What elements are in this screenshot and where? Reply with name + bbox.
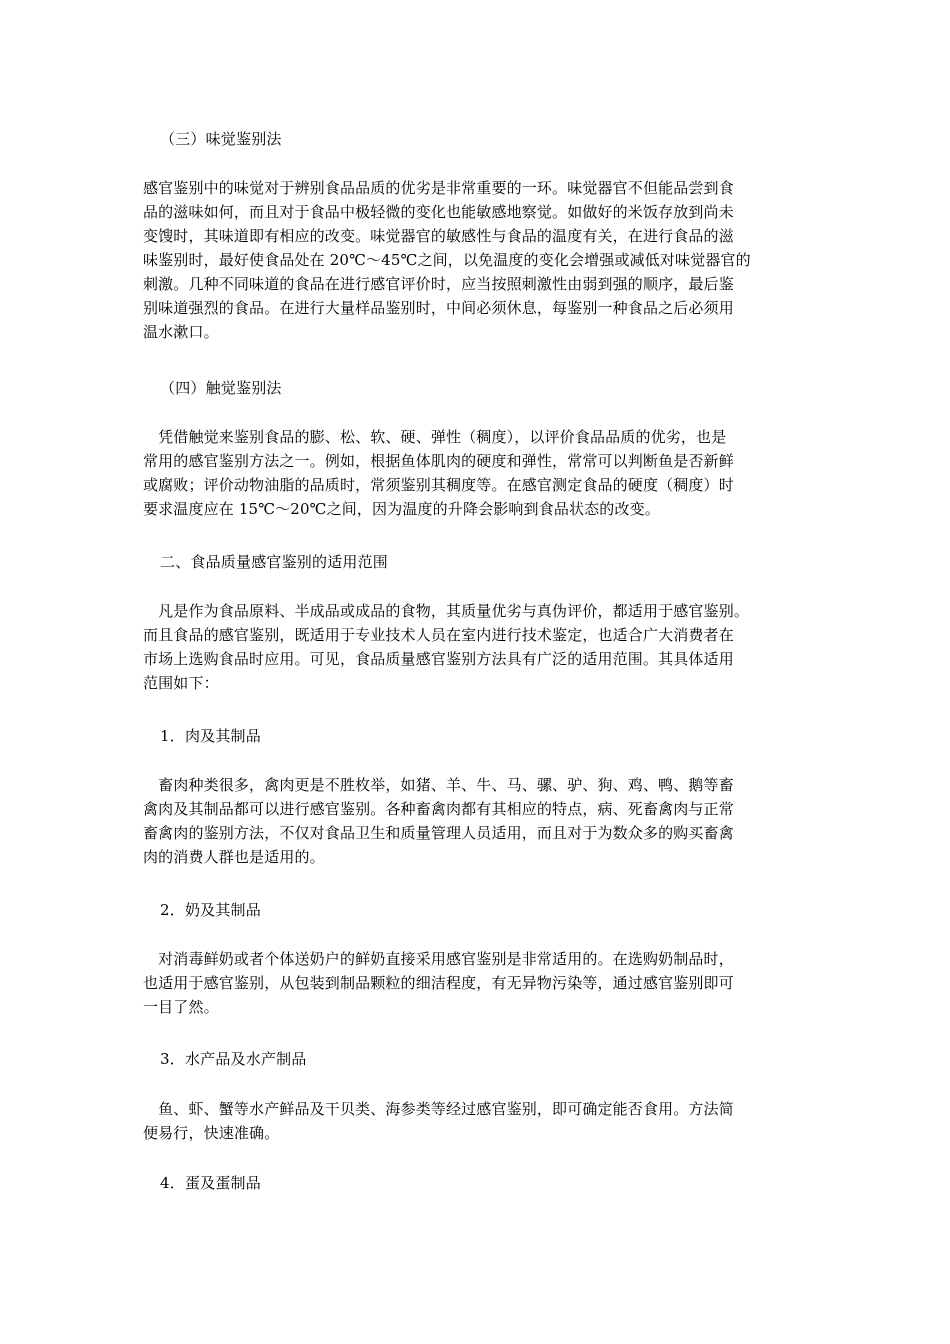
text-line: 一目了然。 bbox=[143, 998, 219, 1016]
text-line: 凭借触觉来鉴别食品的膨、松、软、硬、弹性（稠度），以评价食品品质的优劣，也是 bbox=[143, 428, 727, 446]
section-heading-aquatic: 3．水产品及水产制品 bbox=[160, 1050, 307, 1068]
paragraph-taste bbox=[143, 176, 813, 344]
section-heading-milk: 2．奶及其制品 bbox=[160, 901, 261, 919]
text-line: 肉的消费人群也是适用的。 bbox=[143, 848, 325, 866]
text-line: 要求温度应在 15℃～20℃之间，因为温度的升降会影响到食品状态的改变。 bbox=[143, 500, 660, 518]
paragraph-aquatic bbox=[143, 1097, 813, 1145]
section-heading-taste: （三）味觉鉴别法 bbox=[160, 130, 282, 148]
section-heading-meat: 1．肉及其制品 bbox=[160, 727, 261, 745]
paragraph-touch bbox=[143, 425, 813, 521]
text-line: 味鉴别时，最好使食品处在 20℃～45℃之间，以免温度的变化会增强或减低对味觉器官的 bbox=[143, 251, 751, 269]
text-line: 畜肉种类很多，禽肉更是不胜枚举，如猪、羊、牛、马、骡、驴、狗、鸡、鸭、鹅等畜 bbox=[143, 776, 734, 794]
text-line: 感官鉴别中的味觉对于辨别食品品质的优劣是非常重要的一环。味觉器官不但能品尝到食 bbox=[143, 179, 734, 197]
text-line: 品的滋味如何，而且对于食品中极轻微的变化也能敏感地察觉。如做好的米饭存放到尚未 bbox=[143, 203, 734, 221]
text-line: 常用的感官鉴别方法之一。例如，根据鱼体肌肉的硬度和弹性，常常可以判断鱼是否新鲜 bbox=[143, 452, 734, 470]
text-line: 范围如下： bbox=[143, 674, 219, 692]
paragraph-meat bbox=[143, 773, 813, 869]
section-heading-scope: 二、食品质量感官鉴别的适用范围 bbox=[160, 553, 389, 571]
text-line: 畜禽肉的鉴别方法，不仅对食品卫生和质量管理人员适用，而且对于为数众多的购买畜禽 bbox=[143, 824, 734, 842]
paragraph-milk bbox=[143, 947, 813, 1019]
text-line: 或腐败；评价动物油脂的品质时，常须鉴别其稠度等。在感官测定食品的硬度（稠度）时 bbox=[143, 476, 734, 494]
text-line: 凡是作为食品原料、半成品或成品的食物，其质量优劣与真伪评价，都适用于感官鉴别。 bbox=[143, 602, 750, 620]
text-line: 温水漱口。 bbox=[143, 323, 219, 341]
paragraph-scope bbox=[143, 599, 813, 695]
text-line: 鱼、虾、蟹等水产鲜品及干贝类、海参类等经过感官鉴别，即可确定能否食用。方法简 bbox=[143, 1100, 734, 1118]
text-line: 刺激。几种不同味道的食品在进行感官评价时，应当按照刺激性由弱到强的顺序，最后鉴 bbox=[143, 275, 734, 293]
text-line: 而且食品的感官鉴别，既适用于专业技术人员在室内进行技术鉴定，也适合广大消费者在 bbox=[143, 626, 734, 644]
text-line: 便易行，快速准确。 bbox=[143, 1124, 280, 1142]
text-line: 对消毒鲜奶或者个体送奶户的鲜奶直接采用感官鉴别是非常适用的。在选购奶制品时， bbox=[143, 950, 734, 968]
text-line: 禽肉及其制品都可以进行感官鉴别。各种畜禽肉都有其相应的特点，病、死畜禽肉与正常 bbox=[143, 800, 734, 818]
section-heading-egg: 4．蛋及蛋制品 bbox=[160, 1174, 261, 1192]
text-line: 别味道强烈的食品。在进行大量样品鉴别时，中间必须休息，每鉴别一种食品之后必须用 bbox=[143, 299, 734, 317]
section-heading-touch: （四）触觉鉴别法 bbox=[160, 379, 282, 397]
text-line: 也适用于感官鉴别，从包装到制品颗粒的细洁程度，有无异物污染等，通过感官鉴别即可 bbox=[143, 974, 734, 992]
text-line: 市场上选购食品时应用。可见，食品质量感官鉴别方法具有广泛的适用范围。其具体适用 bbox=[143, 650, 734, 668]
text-line: 变馊时，其味道即有相应的改变。味觉器官的敏感性与食品的温度有关，在进行食品的滋 bbox=[143, 227, 734, 245]
